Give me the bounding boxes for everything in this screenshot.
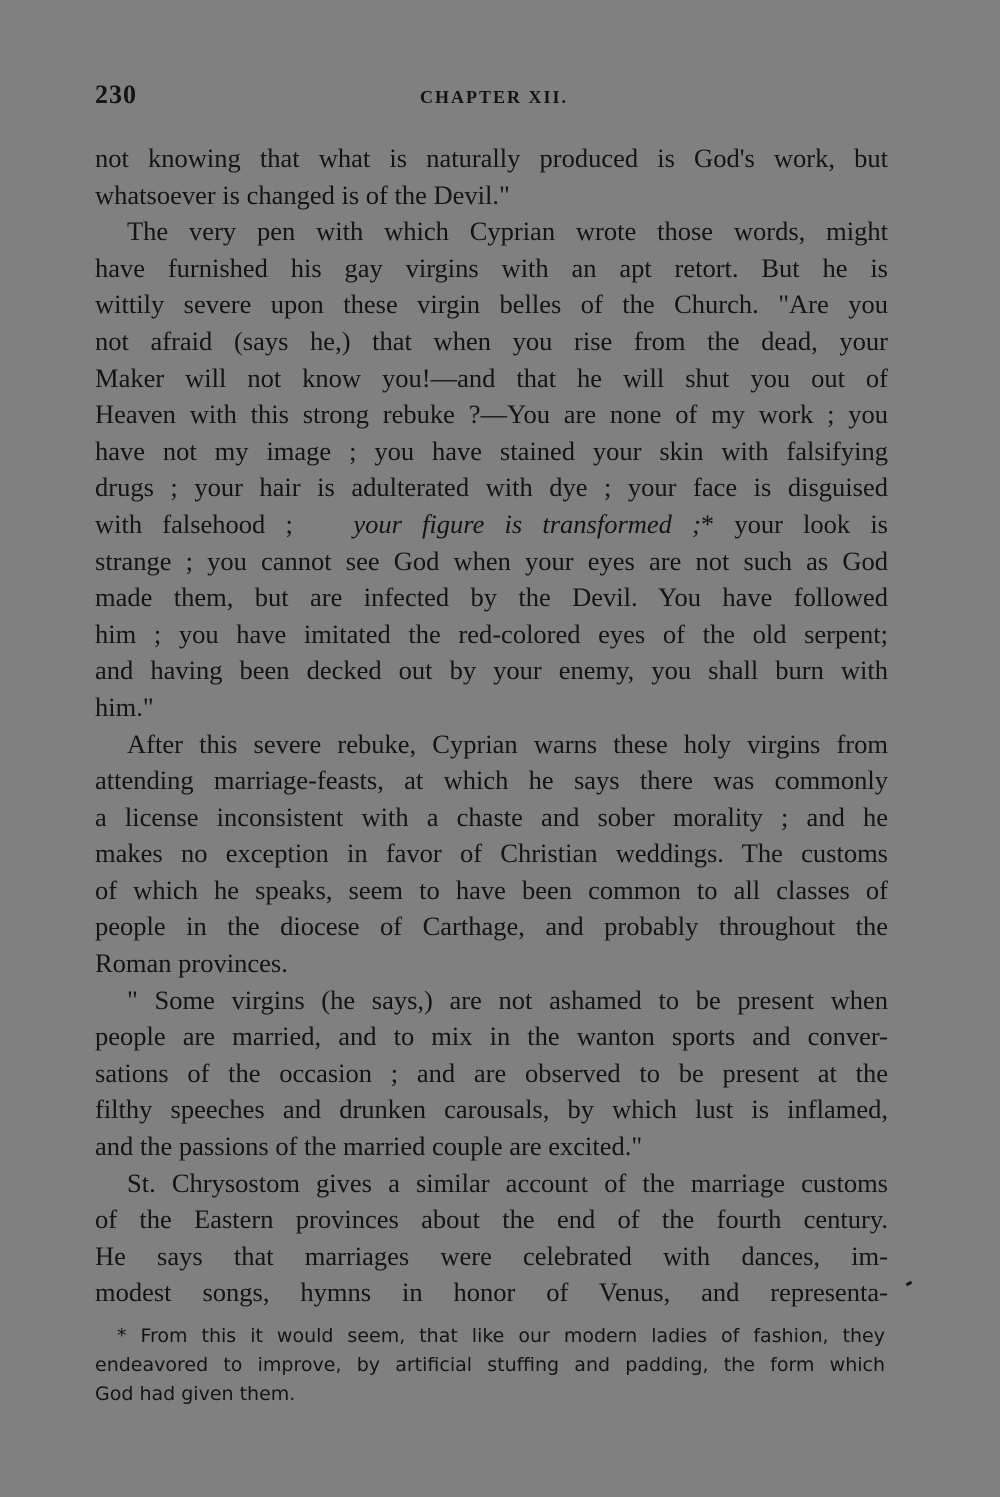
text-line: filthy speeches and drunken carousals, by which lust is inflamed,: [95, 1094, 888, 1125]
text-line-with-italic: [95, 506, 888, 543]
text-line: " Some virgins (he says,) are not ashamed to be present when: [127, 984, 888, 1015]
text-line: After this severe rebuke, Cyprian warns these holy virgins from: [127, 728, 888, 759]
text-line: him.": [95, 691, 154, 722]
text-line: and having been decked out by your enemy, you shall burn with: [95, 655, 888, 686]
text-line: makes no exception in favor of Christian weddings. The customs: [95, 838, 888, 869]
text-line: Heaven with this strong rebuke ?—You are none of my work ; you: [95, 399, 888, 430]
body-text: [95, 140, 888, 1311]
text-line: wittily severe upon these virgin belles of the Church. "Are you: [95, 289, 888, 320]
text-line: drugs ; your hair is adulterated with dye ; your face is disguised: [95, 472, 888, 503]
footnote-line: God had given them.: [95, 1383, 296, 1405]
text-line: people in the diocese of Carthage, and probably throughout the: [95, 911, 888, 942]
text-line: not afraid (says he,) that when you rise from the dead, your: [95, 325, 888, 356]
page-header: [95, 80, 885, 120]
page-number: 230: [95, 80, 137, 109]
text-segment: with falsehood ;: [95, 508, 293, 539]
text-line: have furnished his gay virgins with an apt retort. But he is: [95, 252, 888, 283]
text-line: The very pen with which Cyprian wrote those words, might: [127, 216, 888, 247]
footnote: [95, 1322, 885, 1409]
footnote-reference: * your look is: [700, 508, 888, 539]
text-line: a license inconsistent with a chaste and sober morality ; and he: [95, 801, 888, 832]
ink-speck: [906, 1281, 913, 1287]
text-line: sations of the occasion ; and are observed to be present at the: [95, 1057, 888, 1088]
footnote-line: * From this it would seem, that like our modern ladies of fashion, they: [117, 1325, 885, 1347]
text-line: strange ; you cannot see God when your eyes are not such as God: [95, 545, 888, 576]
text-line: and the passions of the married couple are excited.": [95, 1131, 643, 1162]
footnote-line: endeavored to improve, by artificial stuffing and padding, the form which: [95, 1354, 885, 1376]
text-line: St. Chrysostom gives a similar account of the marriage customs: [127, 1167, 888, 1198]
text-line: him ; you have imitated the red-colored eyes of the old serpent;: [95, 618, 888, 649]
text-line: Roman provinces.: [95, 948, 288, 979]
text-line: Maker will not know you!—and that he will shut you out of: [95, 362, 888, 393]
text-line: people are married, and to mix in the wanton sports and conver-: [95, 1021, 888, 1052]
text-line: He says that marriages were celebrated with dances, im-: [95, 1240, 888, 1271]
text-line: have not my image ; you have stained your skin with falsifying: [95, 435, 888, 466]
text-line: modest songs, hymns in honor of Venus, and representa-: [95, 1277, 888, 1308]
italic-phrase: your figure is transformed ;: [353, 508, 701, 539]
text-line: attending marriage-feasts, at which he says there was commonly: [95, 765, 888, 796]
text-line: whatsoever is changed is of the Devil.": [95, 179, 510, 210]
text-line: made them, but are infected by the Devil. You have followed: [95, 582, 888, 613]
running-head: CHAPTER XII.: [420, 87, 569, 107]
text-line: not knowing that what is naturally produced is God's work, but: [95, 143, 888, 173]
text-line: of the Eastern provinces about the end of the fourth century.: [95, 1204, 888, 1235]
text-line: of which he speaks, seem to have been common to all classes of: [95, 874, 888, 905]
